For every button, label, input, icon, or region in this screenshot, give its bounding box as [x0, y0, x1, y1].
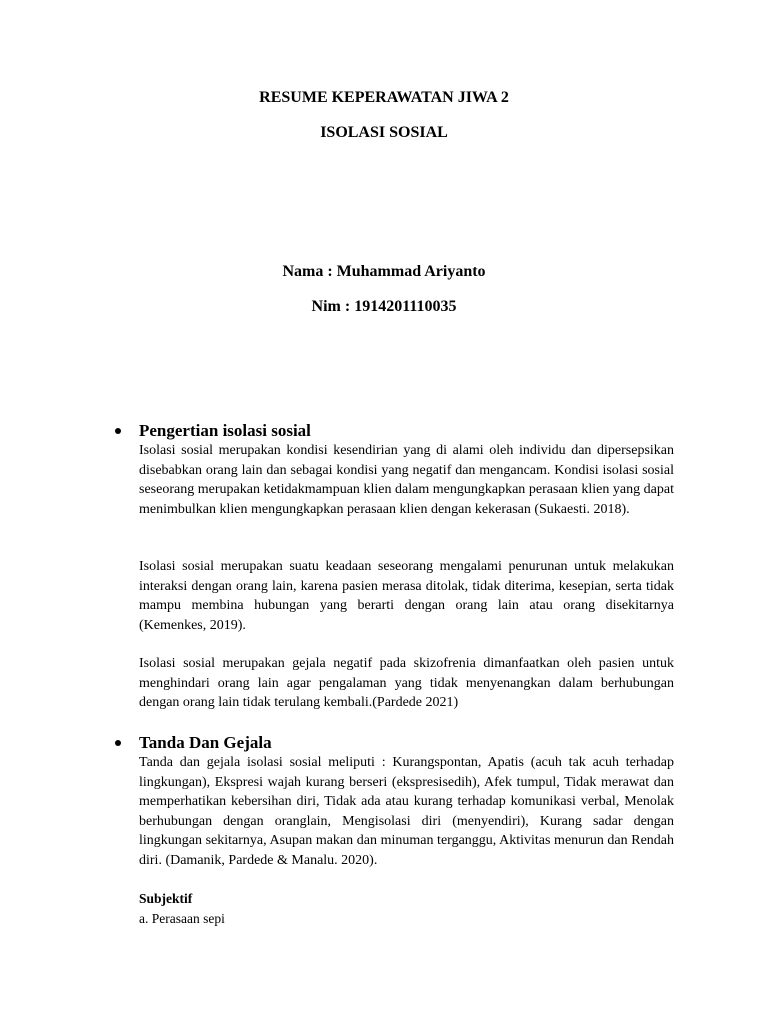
- author-nim: Nim : 1914201110035: [311, 298, 457, 315]
- list-item: a. Perasaan sepi: [139, 911, 225, 926]
- section-heading-pengertian: Pengertian isolasi sosial: [139, 421, 311, 440]
- subheading-subjektif: Subjektif: [139, 891, 193, 906]
- paragraph: Isolasi sosial merupakan suatu keadaan seseorang mengalami penurunan untuk melakukan interaksi dengan orang lain, karena pasien merasa ditolak, tidak diterima, kesepian, serta tidak mampu membina hubungan yang berarti dengan orang lain atau orang disekitarnya (Kemenkes, 2019).: [139, 559, 674, 633]
- bullet-icon: [115, 740, 121, 746]
- document-subtitle: ISOLASI SOSIAL: [320, 124, 448, 141]
- paragraph: Isolasi sosial merupakan gejala negatif pada skizofrenia dimanfaatkan oleh pasien untuk menghindari orang lain agar pengalaman yang tidak menyenangkan dalam berhubungan dengan orang lain tidak terulang kembali.(Pardede 2021): [139, 656, 674, 710]
- paragraph: Isolasi sosial merupakan kondisi kesendirian yang di alami oleh individu dan dipersepsikan disebabkan orang lain dan sebagai kondisi yang negatif dan mengancam. Kondisi isolasi sosial seseorang merupakan ketidakmampuan klien dalam mengungkapkan perasaan klien yang dapat menimbulkan klien mengungkapkan perasaan klien dengan kekerasan (Sukaesti. 2018).: [139, 443, 674, 517]
- author-name: Nama : Muhammad Ariyanto: [282, 263, 486, 280]
- paragraph: Tanda dan gejala isolasi sosial meliputi : Kurangspontan, Apatis (acuh tak acuh terhadap lingkungan), Ekspresi wajah kurang berseri (ekspresisedih), Afek tumpul, Tidak merawat dan memperhatikan kebersihan diri, Tidak ada atau kurang terhadap komunikasi verbal, Menolak berhubungan dengan oranglain, Mengisolasi diri (menyendiri), Kurang sadar dengan lingkungan sekitarnya, Asupan makan dan minuman terganggu, Aktivitas menurun dan Rendah diri. (Damanik, Pardede & Manalu. 2020).: [139, 755, 674, 868]
- bullet-icon: [115, 428, 121, 434]
- document-title: RESUME KEPERAWATAN JIWA 2: [259, 89, 509, 106]
- section-heading-tanda-gejala: Tanda Dan Gejala: [139, 733, 272, 752]
